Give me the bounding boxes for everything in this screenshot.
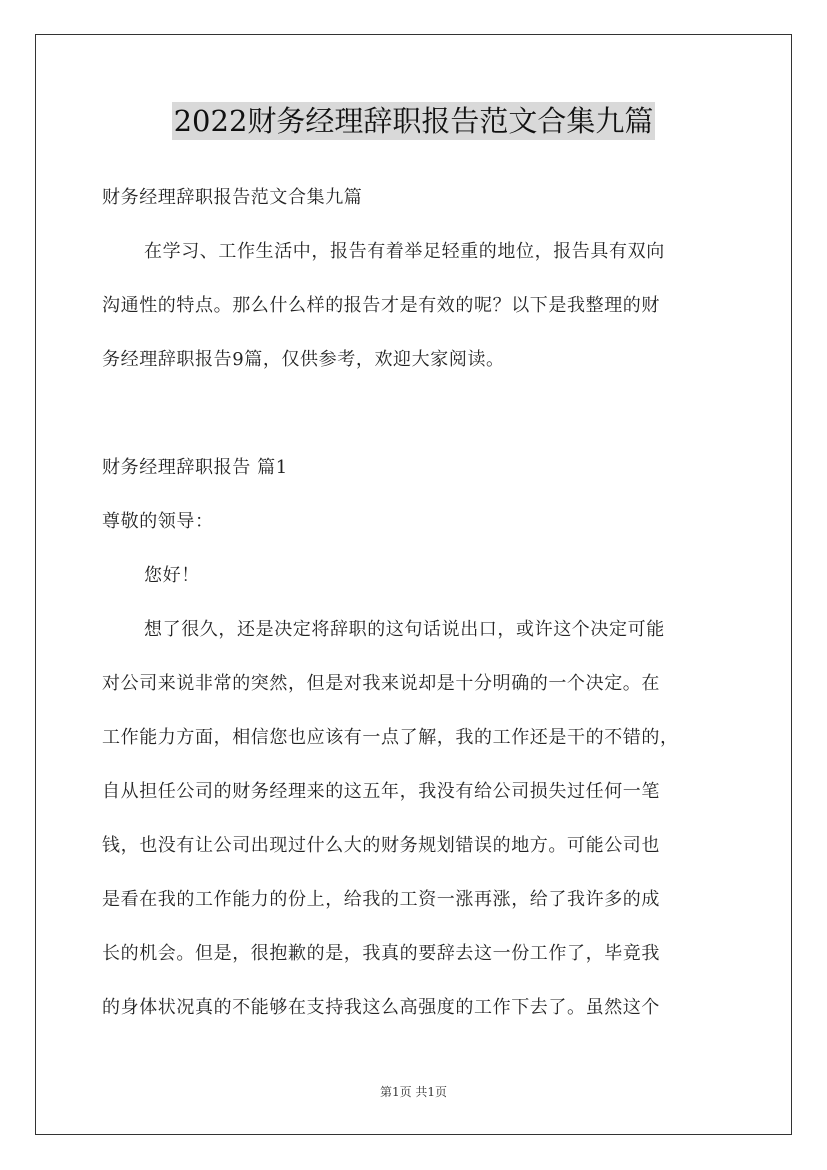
body-line: 长的机会。但是，很抱歉的是，我真的要辞去这一份工作了，毕竟我 [102, 943, 660, 964]
body-line: 的身体状况真的不能够在支持我这么高强度的工作下去了。虽然这个 [102, 997, 660, 1018]
body-line: 是看在我的工作能力的份上，给我的工资一涨再涨，给了我许多的成 [102, 889, 660, 910]
page-footer: 第1页 共1页 [379, 1085, 448, 1099]
body-line: 想了很久，还是决定将辞职的这句话说出口，或许这个决定可能 [144, 619, 665, 640]
intro-line: 沟通性的特点。那么什么样的报告才是有效的呢？以下是我整理的财 [102, 295, 660, 316]
greeting: 您好！ [144, 565, 200, 586]
intro-line: 在学习、工作生活中，报告有着举足轻重的地位，报告具有双向 [144, 241, 665, 262]
intro-line: 务经理辞职报告9篇，仅供参考，欢迎大家阅读。 [102, 349, 505, 370]
salutation: 尊敬的领导： [102, 511, 214, 532]
document-title: 2022财务经理辞职报告范文合集九篇 [173, 104, 654, 138]
body-line: 钱，也没有让公司出现过什么大的财务规划错误的地方。可能公司也 [102, 835, 660, 856]
title-container [0, 102, 827, 140]
body-line: 工作能力方面，相信您也应该有一点了解，我的工作还是干的不错的， [102, 727, 679, 748]
body-line: 对公司来说非常的突然，但是对我来说却是十分明确的一个决定。在 [102, 673, 660, 694]
subtitle: 财务经理辞职报告范文合集九篇 [102, 187, 363, 208]
section-heading: 财务经理辞职报告 篇1 [102, 457, 288, 478]
body-line: 自从担任公司的财务经理来的这五年，我没有给公司损失过任何一笔 [102, 781, 660, 802]
